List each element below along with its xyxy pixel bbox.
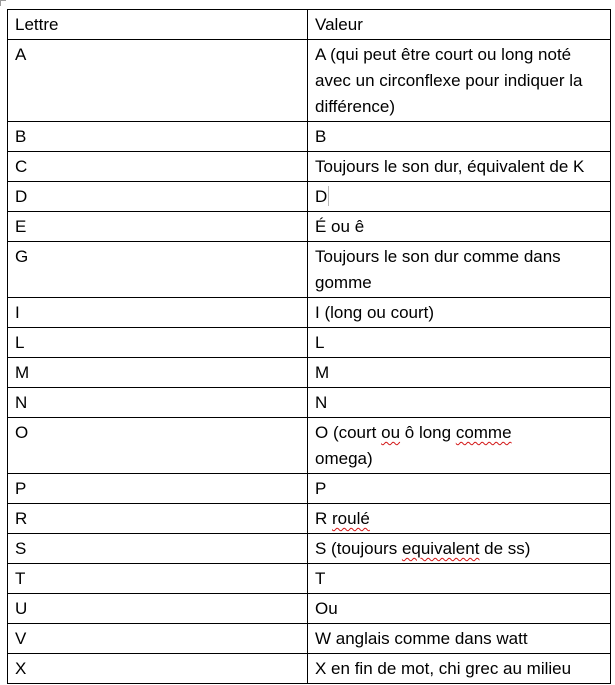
value-text: de ss) — [479, 539, 531, 558]
header-lettre[interactable]: Lettre — [8, 10, 308, 40]
value-cell[interactable] — [308, 504, 611, 534]
value-cell[interactable]: W anglais comme dans watt — [308, 624, 611, 654]
value-text: R — [315, 509, 332, 528]
value-text: omega) — [315, 449, 373, 468]
spellcheck-word: ou — [381, 423, 401, 442]
letter-cell[interactable]: X — [8, 654, 308, 684]
value-text: S (toujours — [315, 539, 402, 558]
table-row — [8, 182, 611, 212]
value-cell[interactable]: A (qui peut être court ou long noté avec un circonflexe pour indiquer la différence) — [308, 40, 611, 122]
value-cell[interactable] — [308, 418, 611, 474]
text-cursor — [328, 186, 329, 206]
letter-cell[interactable]: N — [8, 388, 308, 418]
letter-cell[interactable]: O — [8, 418, 308, 474]
table-row — [8, 40, 611, 122]
letter-value-table — [7, 9, 611, 684]
letter-cell[interactable]: R — [8, 504, 308, 534]
value-cell[interactable] — [308, 182, 611, 212]
table-row — [8, 418, 611, 474]
letter-cell[interactable]: C — [8, 152, 308, 182]
table-row — [8, 594, 611, 624]
spellcheck-word: comme — [455, 423, 512, 442]
letter-cell[interactable]: U — [8, 594, 308, 624]
letter-cell[interactable]: D — [8, 182, 308, 212]
value-cell[interactable]: É ou ê — [308, 212, 611, 242]
letter-cell[interactable]: M — [8, 358, 308, 388]
table-header-row — [8, 10, 611, 40]
table-row — [8, 504, 611, 534]
table-row — [8, 152, 611, 182]
value-cell[interactable]: X en fin de mot, chi grec au milieu — [308, 654, 611, 684]
table-row — [8, 298, 611, 328]
table-row — [8, 534, 611, 564]
header-valeur[interactable]: Valeur — [308, 10, 611, 40]
table-row — [8, 624, 611, 654]
value-cell[interactable]: P — [308, 474, 611, 504]
value-text: D — [315, 187, 328, 206]
value-cell[interactable]: B — [308, 122, 611, 152]
letter-cell[interactable]: L — [8, 328, 308, 358]
letter-cell[interactable]: P — [8, 474, 308, 504]
value-cell[interactable]: T — [308, 564, 611, 594]
letter-cell[interactable]: T — [8, 564, 308, 594]
value-cell[interactable]: N — [308, 388, 611, 418]
spellcheck-word: equivalent — [401, 539, 480, 558]
page-corner-mark — [0, 0, 6, 6]
value-cell[interactable]: I (long ou court) — [308, 298, 611, 328]
value-text: O (court — [315, 423, 382, 442]
table-row — [8, 564, 611, 594]
value-cell[interactable] — [308, 534, 611, 564]
value-cell[interactable]: L — [308, 328, 611, 358]
table-row — [8, 358, 611, 388]
letter-cell[interactable]: G — [8, 242, 308, 298]
value-cell[interactable]: Toujours le son dur comme dans gomme — [308, 242, 611, 298]
letter-cell[interactable]: E — [8, 212, 308, 242]
letter-cell[interactable]: B — [8, 122, 308, 152]
table-row — [8, 122, 611, 152]
table-row — [8, 328, 611, 358]
table-row — [8, 654, 611, 684]
letter-cell[interactable]: S — [8, 534, 308, 564]
value-cell[interactable]: Toujours le son dur, équivalent de K — [308, 152, 611, 182]
value-cell[interactable]: M — [308, 358, 611, 388]
table-row — [8, 212, 611, 242]
letter-cell[interactable]: I — [8, 298, 308, 328]
letter-cell[interactable]: A — [8, 40, 308, 122]
value-text: ô long — [400, 423, 456, 442]
letter-cell[interactable]: V — [8, 624, 308, 654]
table-row — [8, 242, 611, 298]
table-row — [8, 474, 611, 504]
value-cell[interactable]: Ou — [308, 594, 611, 624]
spellcheck-word: roulé — [332, 509, 370, 528]
table-row — [8, 388, 611, 418]
